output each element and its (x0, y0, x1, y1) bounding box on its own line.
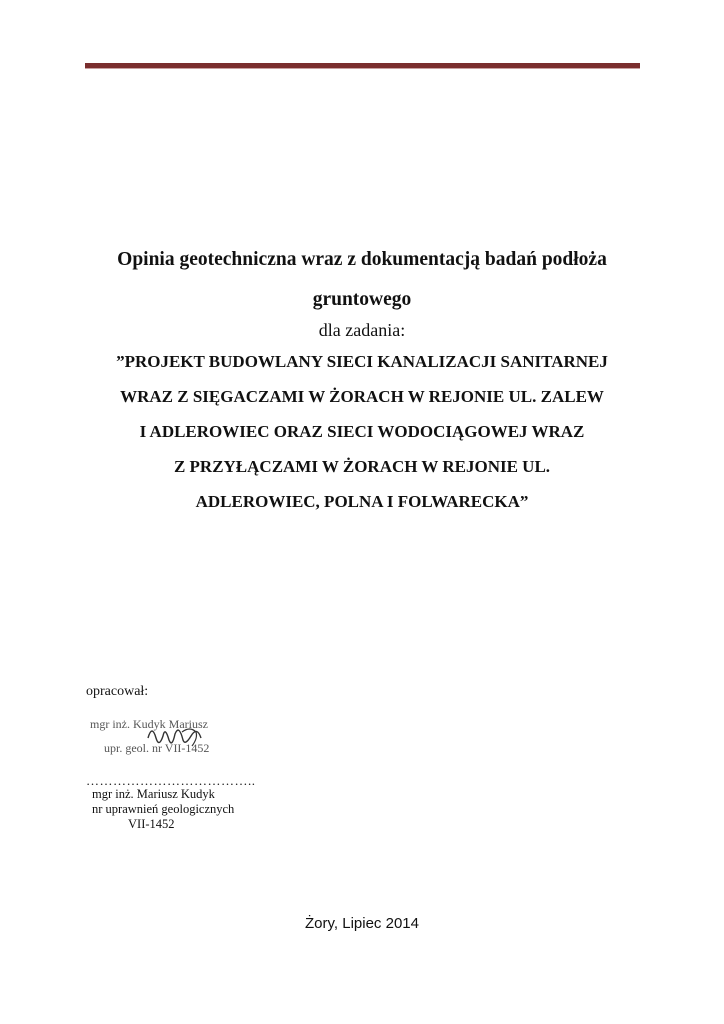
author-name: mgr inż. Mariusz Kudyk (92, 787, 215, 801)
license-label: nr uprawnień geologicznych (92, 802, 235, 816)
stamp-line-1: mgr inż. Kudyk Mariusz (90, 717, 208, 731)
title-line-1: Opinia geotechniczna wraz z dokumentacją badań podłoża (117, 249, 607, 270)
project-line: ”PROJEKT BUDOWLANY SIECI KANALIZACJI SANITARNEJ (116, 352, 608, 371)
project-line: I ADLEROWIEC ORAZ SIECI WODOCIĄGOWEJ WRAZ (139, 422, 585, 441)
author-block (92, 787, 234, 832)
project-name (60, 344, 664, 519)
top-divider (85, 63, 640, 68)
place-and-date: Żory, Lipiec 2014 (305, 915, 419, 932)
stamp-line-2: upr. geol. nr VII-1452 (104, 741, 210, 755)
project-line: WRAZ Z SIĘGACZAMI W ŻORACH W REJONIE UL. ZALEW (120, 387, 604, 406)
task-label: dla zadania: (318, 320, 406, 340)
title-line-2: gruntowego (312, 289, 412, 310)
prepared-by-label: opracował: (86, 684, 149, 699)
project-line: ADLEROWIEC, POLNA I FOLWARECKA” (195, 492, 529, 511)
license-number: VII-1452 (128, 817, 175, 831)
project-line: Z PRZYŁĄCZAMI W ŻORACH W REJONIE UL. (173, 457, 551, 476)
document-title (60, 240, 664, 320)
signature-stamp (86, 708, 246, 770)
signature-line: ……………………………….. (86, 773, 256, 788)
